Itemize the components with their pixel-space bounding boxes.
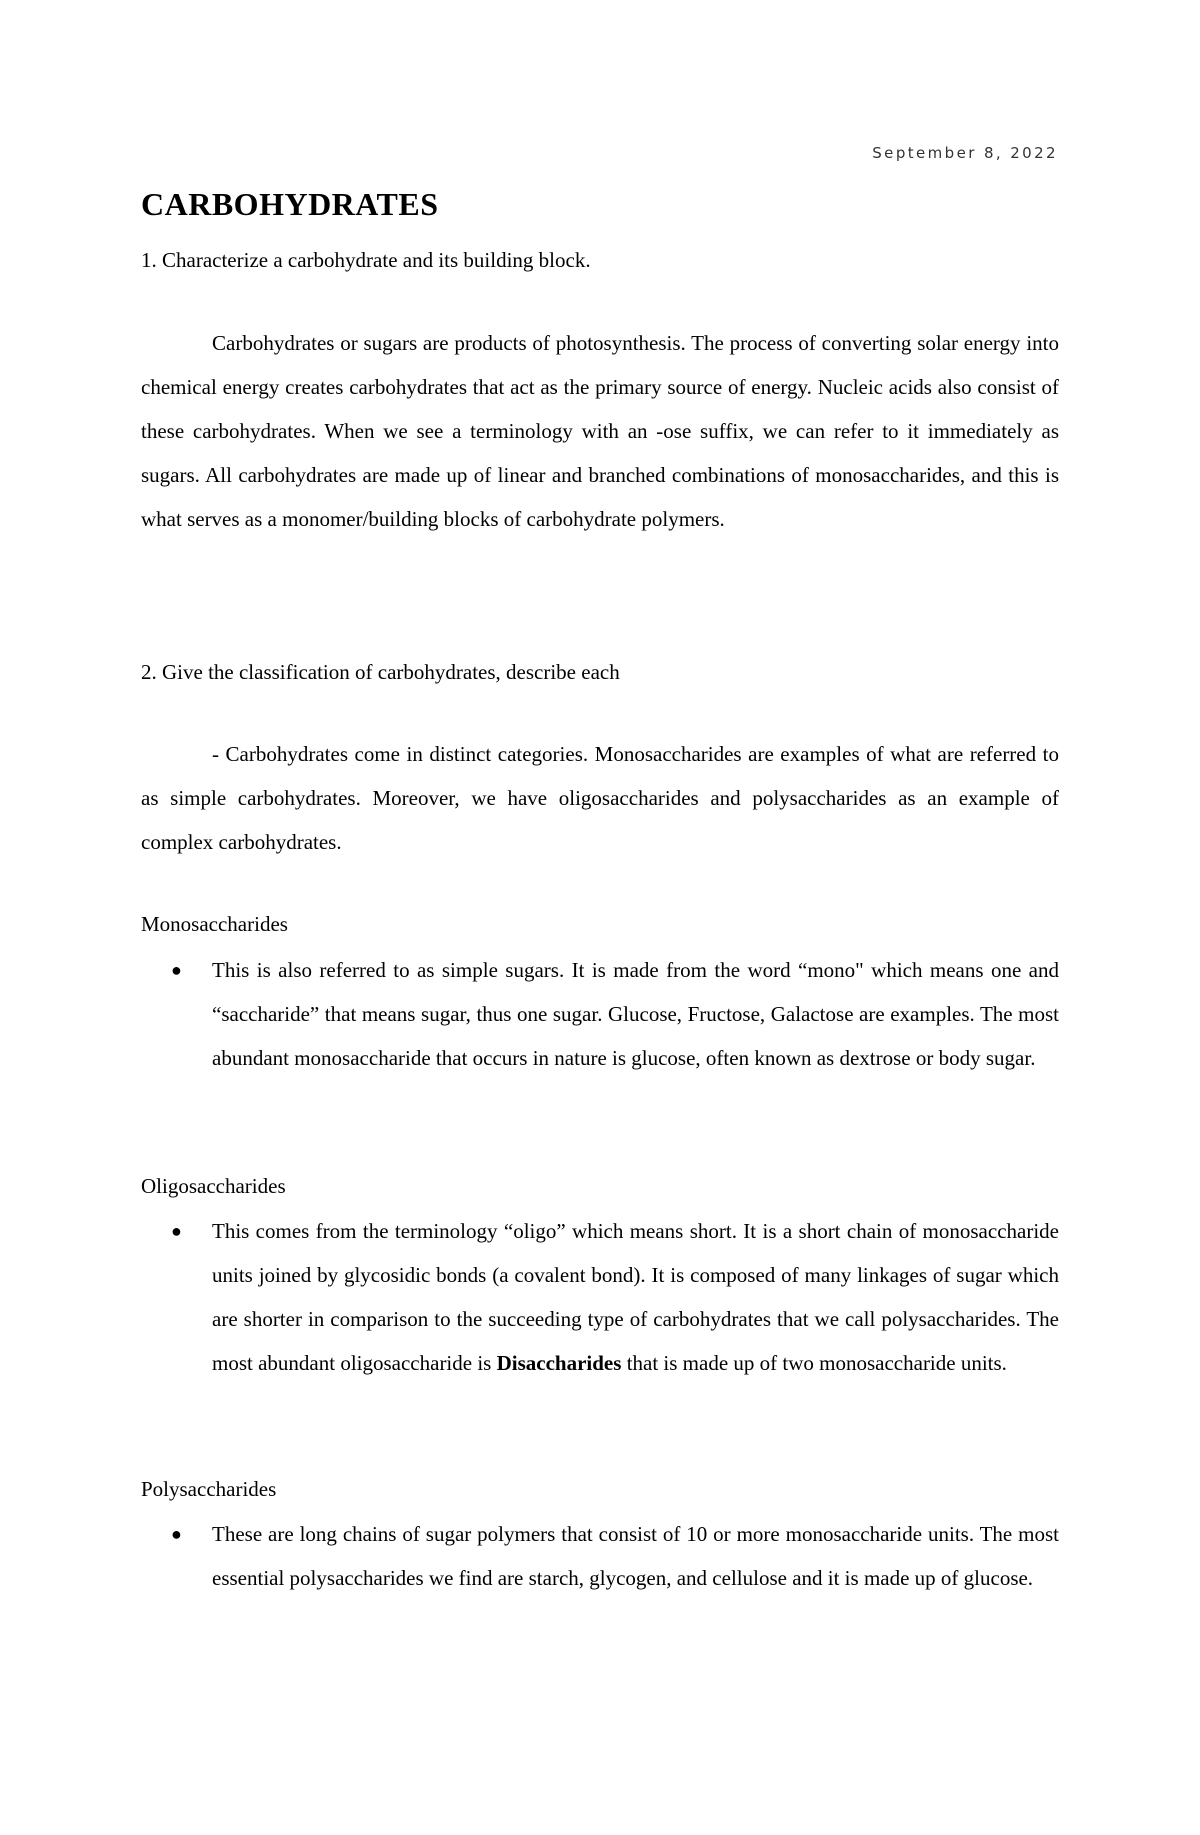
oligosaccharides-text <box>212 1219 1059 1375</box>
bullet-icon: ● <box>171 1524 182 1544</box>
question-2: 2. Give the classification of carbohydrates, describe each <box>141 660 620 684</box>
question-1: 1. Characterize a carbohydrate and its building block. <box>141 248 591 272</box>
list-item <box>141 1209 1059 1385</box>
bullet-icon: ● <box>171 960 182 980</box>
answer-2-paragraph: - Carbohydrates come in distinct categories. Monosaccharides are examples of what are referred to as simple carbohydrates. Moreover, we have oligosaccharides and polysaccharides as an example of complex carbohydrates. <box>141 742 1059 854</box>
oligosaccharides-text-end: that is made up of two monosaccharide units. <box>621 1351 1007 1375</box>
oligosaccharides-list <box>141 1209 1059 1385</box>
oligosaccharides-text-start: This comes from the terminology “oligo” which means short. It is a short chain of monosaccharide units joined by glycosidic bonds (a covalent bond). It is composed of many linkages of sugar which are shorter in comparison to the succeeding type of carbohydrates that we call polysaccharides. The most abundant oligosaccharide is <box>212 1219 1059 1375</box>
oligosaccharides-heading: Oligosaccharides <box>141 1174 286 1198</box>
polysaccharides-text: These are long chains of sugar polymers that consist of 10 or more monosaccharide units. The most essential polysaccharides we find are starch, glycogen, and cellulose and it is made up of glucose. <box>212 1522 1059 1590</box>
polysaccharides-list <box>141 1512 1059 1600</box>
document-title: CARBOHYDRATES <box>141 186 439 222</box>
monosaccharides-text: This is also referred to as simple sugars. It is made from the word “mono" which means one and “saccharide” that means sugar, thus one sugar. Glucose, Fructose, Galactose are examples. The most abundant monosaccharide that occurs in nature is glucose, often known as dextrose or body sugar. <box>212 958 1059 1070</box>
list-item <box>141 948 1059 1080</box>
list-item <box>141 1512 1059 1600</box>
monosaccharides-heading: Monosaccharides <box>141 912 288 936</box>
polysaccharides-heading: Polysaccharides <box>141 1477 277 1501</box>
disaccharides-term: Disaccharides <box>496 1351 622 1375</box>
document-date: September 8, 2022 <box>872 144 1058 162</box>
answer-1-paragraph: Carbohydrates or sugars are products of photosynthesis. The process of converting solar energy into chemical energy creates carbohydrates that act as the primary source of energy. Nucleic acids also consist of these carbohydrates. When we see a terminology with an -ose suffix, we can refer to it immediately as sugars. All carbohydrates are made up of linear and branched combinations of monosaccharides, and this is what serves as a monomer/building blocks of carbohydrate polymers. <box>141 331 1059 531</box>
bullet-icon: ● <box>171 1221 182 1241</box>
monosaccharides-list <box>141 948 1059 1080</box>
